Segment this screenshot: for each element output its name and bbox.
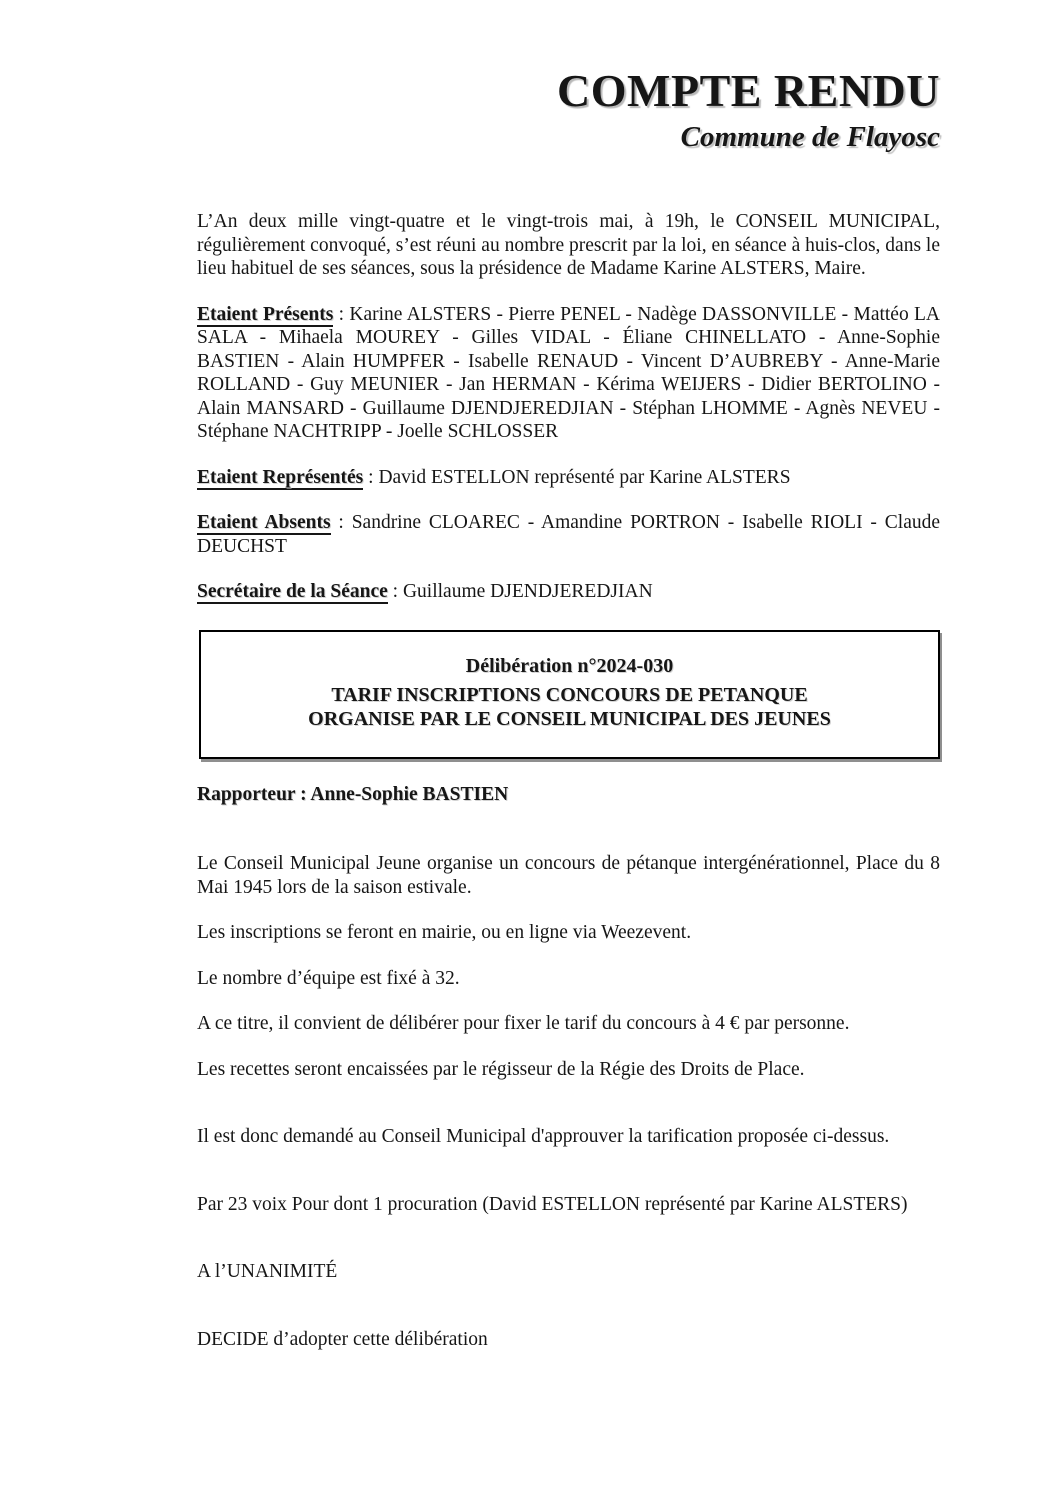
rapporteur-line: Rapporteur : Anne-Sophie BASTIEN [197,783,509,805]
document-header [197,0,940,154]
vote-result-paragraph: Par 23 voix Pour dont 1 procuration (David ESTELLON représenté par Karine ALSTERS) [197,1193,908,1215]
present-members-list: Karine ALSTERS - Pierre PENEL - Nadège DASSONVILLE - Mattéo LA SALA - Mihaela MOUREY - Gilles VIDAL - Éliane CHINELLATO - Anne-Sophie BASTIEN - Alain HUMPFER - Isabelle RENAUD - Vincent D’AUBREBY - Anne-Marie ROLLAND - Guy MEUNIER - Jan HERMAN - Kérima WEIJERS - Didier BERTOLINO - Alain MANSARD - Guillaume DJENDJEREDJIAN - Stéphan LHOMME - Agnès NEVEU - Stéphane NACHTRIPP - Joelle SCHLOSSER [197,303,941,442]
colon-separator: : [338,512,344,533]
represented-members-paragraph [197,466,940,490]
decide-line: DECIDE d’adopter cette délibération [197,1328,488,1350]
represented-members-list: David ESTELLON représenté par Karine ALSTERS [378,466,791,488]
secretary-label: Secrétaire de la Séance [197,581,388,602]
secretary-name: Guillaume DJENDJEREDJIAN [402,581,653,602]
deliberation-title-line1: TARIF INSCRIPTIONS CONCOURS DE PETANQUE [331,683,808,706]
document-subtitle: Commune de Flayosc [680,121,940,153]
body-paragraph: A ce titre, il convient de délibérer pour fixer le tarif du concours à 4 € par personne. [197,1013,850,1034]
represented-members-label: Etaient Représentés [197,466,364,488]
document-title: COMPTE RENDU [557,65,940,116]
intro-paragraph: L’An deux mille vingt-quatre et le vingt-trois mai, à 19h, le CONSEIL MUNICIPAL, régulièrement convoqué, s’est réuni au nombre prescrit par la loi, en séance à huis-clos, dans le lieu habituel de ses séances, sous la présidence de Madame Karine ALSTERS, Maire. [197,211,940,279]
decision-paragraph: Il est donc demandé au Conseil Municipal d'approuver la tarification proposée ci-dessus. [197,1126,890,1147]
deliberation-title-line2: ORGANISE PAR LE CONSEIL MUNICIPAL DES JEUNES [308,707,831,730]
absent-members-label: Etaient Absents [197,512,331,533]
unanimity-line: A l’UNANIMITÉ [197,1261,338,1282]
colon-separator: : [368,466,374,488]
absent-members-paragraph [197,511,940,558]
body-paragraph: Le nombre d’équipe est fixé à 32. [197,967,460,989]
deliberation-box [199,630,940,759]
secretary-paragraph [197,580,940,604]
present-members-label: Etaient Présents [197,303,334,325]
absent-members-list: Sandrine CLOAREC - Amandine PORTRON - Isabelle RIOLI - Claude DEUCHST [197,512,941,557]
document-content [197,0,940,1351]
colon-separator: : [338,303,345,325]
present-members-paragraph [197,303,940,444]
colon-separator: : [392,581,399,602]
deliberation-number: Délibération n°2024-030 [465,654,674,677]
body-paragraph: Les recettes seront encaissées par le régisseur de la Régie des Droits de Place. [197,1058,805,1080]
body-paragraph: Le Conseil Municipal Jeune organise un concours de pétanque intergénérationnel, Place du 8 Mai 1945 lors de la saison estivale. [197,853,940,898]
body-paragraph: Les inscriptions se feront en mairie, ou en ligne via Weezevent. [197,922,692,943]
